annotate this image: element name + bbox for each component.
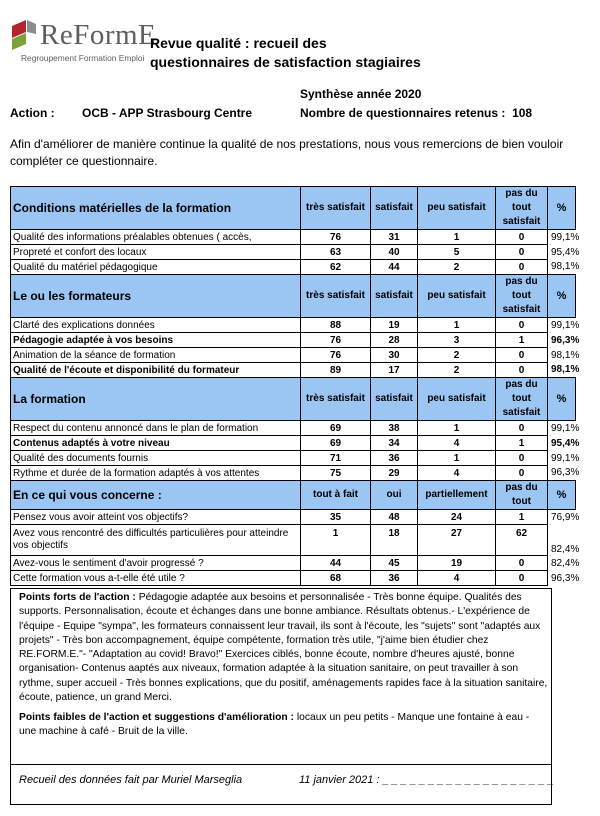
section-title: La formation: [11, 378, 301, 421]
logo-wordmark: ReFormE: [40, 19, 157, 51]
column-header: pas du tout satisfait: [496, 378, 548, 421]
collected-by: Recueil des données fait par Muriel Marseglia: [19, 774, 243, 786]
table-row: [11, 363, 576, 378]
column-header: satisfait: [371, 378, 418, 421]
answer-count: 40: [371, 245, 418, 260]
satisfaction-percent: 99,1%: [548, 318, 576, 333]
question-label: Cette formation vous a-t-elle été utile ?: [11, 571, 301, 586]
answer-count: 63: [301, 245, 371, 260]
satisfaction-table: [10, 186, 580, 586]
table-row: [11, 436, 576, 451]
question-label: Respect du contenu annoncé dans le plan de formation: [11, 421, 301, 436]
column-header: peu satisfait: [418, 378, 496, 421]
answer-count: 2: [418, 260, 496, 275]
answer-count: 89: [301, 363, 371, 378]
satisfaction-percent: 96,3%: [548, 333, 576, 348]
satisfaction-percent: 82,4%: [548, 556, 576, 571]
strengths-paragraph: [19, 591, 549, 705]
answer-count: 29: [371, 466, 418, 481]
satisfaction-percent: 99,1%: [548, 451, 576, 466]
answer-count: 0: [496, 245, 548, 260]
comments-box: [10, 588, 552, 805]
satisfaction-percent: 99,1%: [548, 230, 576, 245]
answer-count: 38: [371, 421, 418, 436]
action-label: Action :: [10, 106, 55, 120]
question-label: Clarté des explications données: [11, 318, 301, 333]
satisfaction-percent: 96,3%: [548, 466, 576, 481]
answer-count: 36: [371, 571, 418, 586]
question-label: Pédagogie adaptée à vos besoins: [11, 333, 301, 348]
answer-count: 75: [301, 466, 371, 481]
title-line-2: questionnaires de satisfaction stagiaires: [150, 54, 421, 70]
satisfaction-percent: 96,3%: [548, 571, 576, 586]
column-header: peu satisfait: [418, 187, 496, 230]
column-header: pas du tout: [496, 481, 548, 510]
section-title: Conditions matérielles de la formation: [11, 187, 301, 230]
synthese-year: Synthèse année 2020: [300, 87, 422, 101]
questionnaire-count: [300, 106, 532, 120]
section-title: Le ou les formateurs: [11, 275, 301, 318]
question-label: Avez-vous le sentiment d'avoir progressé ?: [11, 556, 301, 571]
table-row: [11, 421, 576, 436]
question-label: Avez vous rencontré des difficultés particulières pour atteindre vos objectifs: [11, 525, 301, 556]
questionnaire-count-label: Nombre de questionnaires retenus :: [300, 106, 506, 120]
satisfaction-percent: 98,1%: [548, 348, 576, 363]
answer-count: 1: [418, 421, 496, 436]
percent-header: %: [548, 481, 576, 510]
answer-count: 3: [418, 333, 496, 348]
table-row: [11, 230, 576, 245]
logo: [10, 18, 157, 68]
answer-count: 4: [418, 466, 496, 481]
section-header: [11, 187, 576, 230]
answer-count: 0: [496, 571, 548, 586]
answer-count: 35: [301, 510, 371, 525]
logo-mark-icon: [10, 20, 38, 50]
answer-count: 1: [496, 333, 548, 348]
percent-header: %: [548, 187, 576, 230]
collection-date: 11 janvier 2021 : _ _ _ _ _ _ _ _ _ _ _ _ _ _ _ _ _ _ _: [299, 774, 554, 786]
section-header: [11, 275, 576, 318]
satisfaction-percent: 98,1%: [548, 363, 576, 378]
table-row: [11, 333, 576, 348]
column-header: très satisfait: [301, 378, 371, 421]
answer-count: 48: [371, 510, 418, 525]
answer-count: 62: [496, 525, 548, 556]
column-header: très satisfait: [301, 187, 371, 230]
section-header: [11, 481, 576, 510]
table-row: [11, 318, 576, 333]
answer-count: 4: [418, 571, 496, 586]
answer-count: 68: [301, 571, 371, 586]
answer-count: 1: [301, 525, 371, 556]
answer-count: 76: [301, 348, 371, 363]
answer-count: 5: [418, 245, 496, 260]
answer-count: 0: [496, 363, 548, 378]
answer-count: 19: [371, 318, 418, 333]
answer-count: 71: [301, 451, 371, 466]
answer-count: 1: [418, 318, 496, 333]
weaknesses-paragraph: [19, 711, 549, 740]
column-header: peu satisfait: [418, 275, 496, 318]
title-line-1: Revue qualité : recueil des: [150, 35, 327, 51]
column-header: satisfait: [371, 275, 418, 318]
answer-count: 76: [301, 333, 371, 348]
answer-count: 0: [496, 451, 548, 466]
table-row: [11, 245, 576, 260]
column-header: partiellement: [418, 481, 496, 510]
answer-count: 24: [418, 510, 496, 525]
column-header: très satisfait: [301, 275, 371, 318]
answer-count: 31: [371, 230, 418, 245]
answer-count: 0: [496, 348, 548, 363]
table-row: [11, 260, 576, 275]
answer-count: 44: [301, 556, 371, 571]
section-title: En ce qui vous concerne :: [11, 481, 301, 510]
satisfaction-percent: 76,9%: [548, 510, 576, 525]
answer-count: 19: [418, 556, 496, 571]
answer-count: 76: [301, 230, 371, 245]
answer-count: 1: [418, 230, 496, 245]
answer-count: 44: [371, 260, 418, 275]
answer-count: 27: [418, 525, 496, 556]
answer-count: 34: [371, 436, 418, 451]
table-row: [11, 451, 576, 466]
answer-count: 2: [418, 348, 496, 363]
intro-text: Afin d'améliorer de manière continue la qualité de nos prestations, nous vous remercions de bien vouloir compléter ce questionnaire.: [10, 137, 564, 168]
answer-count: 1: [496, 436, 548, 451]
table-row: [11, 510, 576, 525]
percent-header: %: [548, 378, 576, 421]
answer-count: 17: [371, 363, 418, 378]
answer-count: 36: [371, 451, 418, 466]
satisfaction-percent: 99,1%: [548, 421, 576, 436]
answer-count: 45: [371, 556, 418, 571]
satisfaction-percent: 98,1%: [548, 260, 576, 275]
weaknesses-label: Points faibles de l'action et suggestions d'amélioration :: [19, 712, 294, 723]
page-title: [150, 34, 421, 72]
answer-count: 69: [301, 421, 371, 436]
answer-count: 62: [301, 260, 371, 275]
answer-count: 18: [371, 525, 418, 556]
answer-count: 0: [496, 421, 548, 436]
column-header: satisfait: [371, 187, 418, 230]
answer-count: 4: [418, 436, 496, 451]
answer-count: 69: [301, 436, 371, 451]
answer-count: 0: [496, 556, 548, 571]
logo-subtitle: Regroupement Formation Emploi: [21, 53, 145, 63]
satisfaction-percent: 95,4%: [548, 436, 576, 451]
percent-header: %: [548, 275, 576, 318]
questionnaire-count-value: 108: [512, 106, 533, 120]
satisfaction-percent: 82,4%: [548, 525, 576, 556]
section-header: [11, 378, 576, 421]
question-label: Qualité des documents fournis: [11, 451, 301, 466]
question-label: Rythme et durée de la formation adaptés à vos attentes: [11, 466, 301, 481]
action-value: OCB - APP Strasbourg Centre: [82, 106, 253, 120]
answer-count: 0: [496, 466, 548, 481]
question-label: Contenus adaptés à votre niveau: [11, 436, 301, 451]
table-row: [11, 571, 576, 586]
answer-count: 0: [496, 318, 548, 333]
column-header: tout à fait: [301, 481, 371, 510]
strengths-label: Points forts de l'action :: [19, 592, 136, 603]
question-label: Qualité des informations préalables obtenues ( accès,: [11, 230, 301, 245]
table-row: [11, 556, 576, 571]
question-label: Animation de la séance de formation: [11, 348, 301, 363]
answer-count: 1: [418, 451, 496, 466]
question-label: Propreté et confort des locaux: [11, 245, 301, 260]
answer-count: 1: [496, 510, 548, 525]
signature-divider: [11, 764, 551, 765]
table-row: [11, 466, 576, 481]
table-row: [11, 348, 576, 363]
question-label: Qualité du matériel pédagogique: [11, 260, 301, 275]
question-label: Pensez vous avoir atteint vos objectifs?: [11, 510, 301, 525]
question-label: Qualité de l'écoute et disponibilité du formateur: [11, 363, 301, 378]
satisfaction-percent: 95,4%: [548, 245, 576, 260]
answer-count: 28: [371, 333, 418, 348]
answer-count: 30: [371, 348, 418, 363]
answer-count: 2: [418, 363, 496, 378]
column-header: pas du tout satisfait: [496, 187, 548, 230]
strengths-text: Pédagogie adaptée aux besoins et personnalisée - Très bonne équipe. Qualités des supports. Personnalisation, écoute et échanges dans une bonne ambiance. Résultats obtenus.- L'expérience de l'équipe - Equipe "sympa", les formateurs connaissent leur travail, ils sont à l'écoute, les "sujets" sont "adaptés aux projets" - Très bon accompagnement, équipe compétente, formation très utile, "j'aime bien étudier chez RE.FORM.E."- "Adaptation au covid! Bravo!" Exercices ciblés, bonne écoute, nombre d'heures ajusté, bonne organisation- Contenus aaptés aux niveaux, formation adaptée à la situation sanitaire, on peut travailler à son rythme, super accueil - Très bonnes explications, que du positif, aménagements rapides face à la situation sanitaire, écoute, patience, un grand Merci.: [19, 592, 548, 704]
answer-count: 88: [301, 318, 371, 333]
table-row: [11, 525, 576, 556]
answer-count: 0: [496, 230, 548, 245]
column-header: oui: [371, 481, 418, 510]
weaknesses-text: locaux un peu petits - Manque une fontaine à eau - une machine à café - Bruit de la ville.: [19, 712, 530, 738]
answer-count: 0: [496, 260, 548, 275]
column-header: pas du tout satisfait: [496, 275, 548, 318]
